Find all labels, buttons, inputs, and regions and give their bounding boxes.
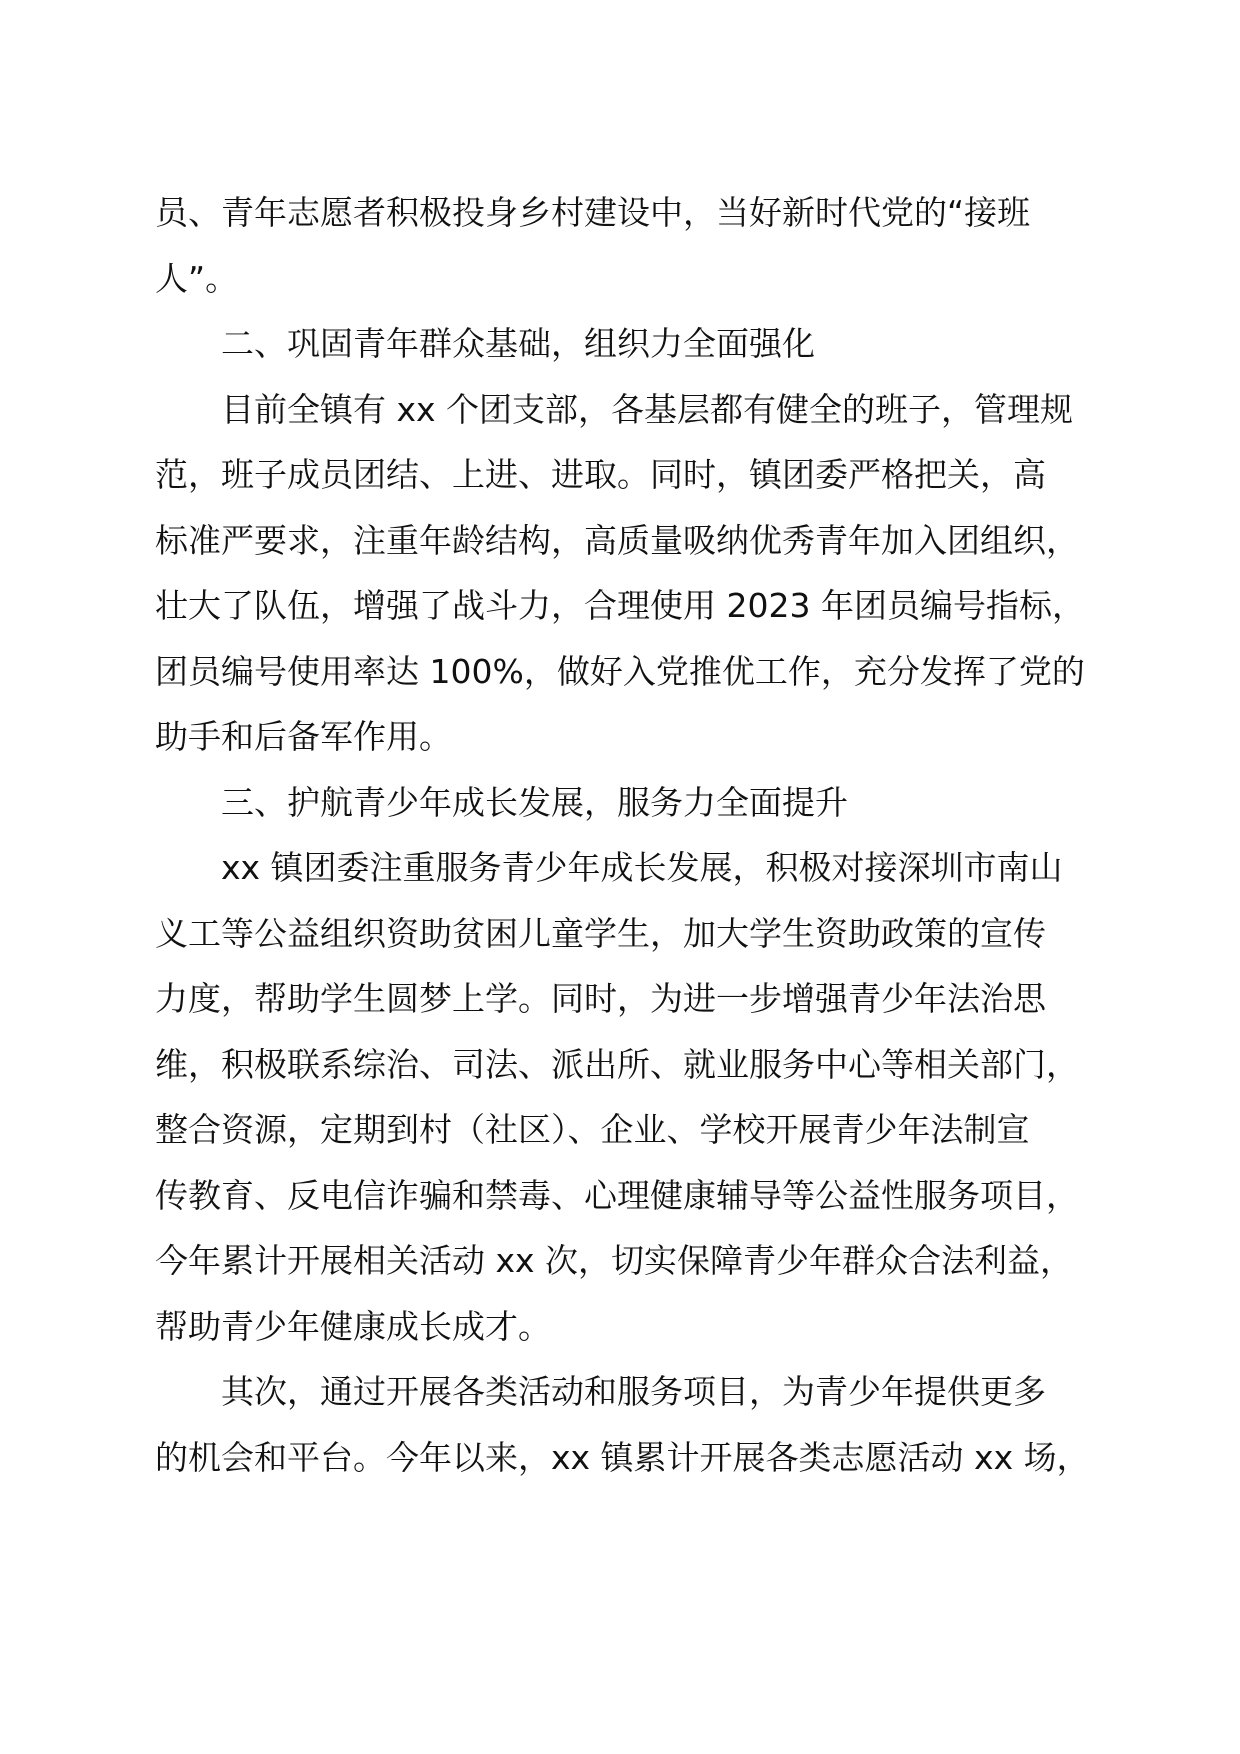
document-body xyxy=(155,180,1115,1490)
text-line: 帮助青少年健康成长成才。 xyxy=(155,1306,551,1346)
text-line: 目前全镇有 xx 个团支部，各基层都有健全的班子，管理规 xyxy=(221,389,1074,429)
text-line: 义工等公益组织资助贫困儿童学生，加大学生资助政策的宣传 xyxy=(155,913,1046,953)
text-line: 的机会和平台。今年以来，xx 镇累计开展各类志愿活动 xx 场， xyxy=(155,1437,1090,1477)
text-line: 维，积极联系综治、司法、派出所、就业服务中心等相关部门， xyxy=(155,1044,1079,1084)
text-line: 今年累计开展相关活动 xx 次，切实保障青少年群众合法利益， xyxy=(155,1241,1074,1280)
text-line: 力度，帮助学生圆梦上学。同时，为进一步增强青少年法治思 xyxy=(155,979,1046,1018)
text-line: xx 镇团委注重服务青少年成长发展，积极对接深圳市南山 xyxy=(221,848,1063,887)
text-line: 团员编号使用率达 100%，做好入党推优工作，充分发挥了党的 xyxy=(155,651,1085,691)
text-line: 其次，通过开展各类活动和服务项目，为青少年提供更多 xyxy=(221,1372,1046,1411)
text-line: 标准严要求，注重年龄结构，高质量吸纳优秀青年加入团组织， xyxy=(155,520,1079,560)
text-line: 助手和后备军作用。 xyxy=(155,717,452,756)
section-heading-3: 三、护航青少年成长发展，服务力全面提升 xyxy=(221,782,848,822)
section-heading-2: 二、巩固青年群众基础，组织力全面强化 xyxy=(221,324,815,363)
text-line: 传教育、反电信诈骗和禁毒、心理健康辅导等公益性服务项目， xyxy=(155,1175,1079,1215)
text-line: 壮大了队伍，增强了战斗力，合理使用 2023 年团员编号指标， xyxy=(155,586,1085,625)
text-line: 范，班子成员团结、上进、进取。同时，镇团委严格把关，高 xyxy=(155,455,1046,494)
text-line: 整合资源，定期到村（社区）、企业、学校开展青少年法制宣 xyxy=(155,1110,1030,1149)
text-line: 员、青年志愿者积极投身乡村建设中，当好新时代党的“接班 xyxy=(155,193,1031,232)
text-line: 人”。 xyxy=(155,258,239,298)
